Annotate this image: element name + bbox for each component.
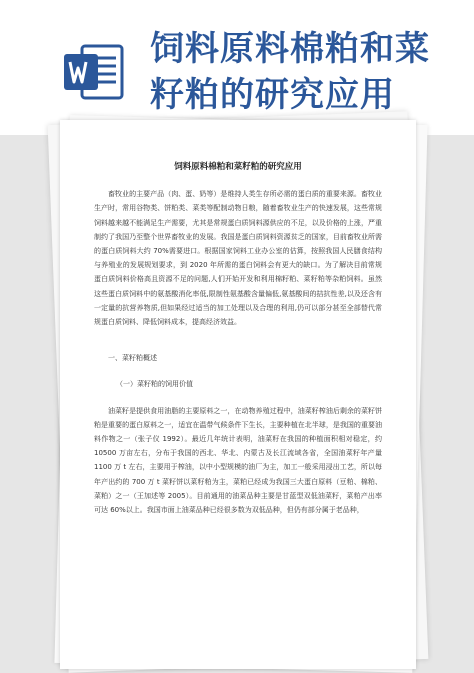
paragraph-intro: 畜牧业的主要产品（肉、蛋、奶等）是维持人类生存所必需的蛋白质的重要来源。畜牧业生产时，常用谷物类、饼粕类、菜类等配制动物日粮，随着畜牧业生产的快速发展，这些常规饲料越来越不能满足生产需要，尤其是常规蛋白质饲料源供应的不足，以及价格的上涨，严重制约了我国乃至整个世界畜牧业的发展。我国是蛋白质饲料资源贫乏的国家，目前畜牧业所需的蛋白质饲料大约 70%需要进口。根据国家饲料工业办公室的估算，按照我国人民膳食结构与养殖业的发展规划要求，到 2020 年所需的蛋白饲料会有更大的缺口。为了解决目前常规蛋白质饲料价格高且资源不足的问题,人们开始开发和利用棉籽粕、菜籽粕等杂粕饲料。虽然这些蛋白质饲料中的氨基酸消化率低,限制性氨基酸含量偏低,氨基酸间的拮抗性差,以及还含有一定量的抗营养物质,但如果经过适当的加工处理以及合理的利用,仍可以部分甚至全部替代常规蛋白质饲料、降低饲料成本，提高经济效益。 (94, 190, 382, 327)
paragraph-body: 油菜籽是提供食用油脂的主要原料之一，在动物养殖过程中，油菜籽榨油后剩余的菜籽饼粕是重要的蛋白原料之一，适宜在温带气候条件下生长，主要种植在北半球，是我国的重要油料作物之一（张子仪 1992）。最近几年统计表明，油菜籽在我国的种植面积相对稳定，约 10500 万亩左右，分布于我国的西北、华北、内蒙古及长江流域各省，全国油菜籽年产量 1100 万 t 左右，主要用于榨油，以中小型规模的油厂为主，加工一般采用浸出工艺，所以每年产出约的 700 万 t 菜籽饼以菜籽粕为主，菜粕已经成为我国三大蛋白原料（豆粕、棉粕、菜粕）之一（王加述等 2005）。目前通用的油菜品种主要是甘蓝型双低油菜籽，菜粕产出率可达 60%以上。我国市面上油菜品种已经很多数为双低品种，但仍有部分属于老品种， (94, 406, 382, 515)
document-page (60, 120, 416, 669)
page-title (150, 26, 470, 118)
title-line-1: 饲料原料棉粕和菜 (150, 29, 430, 69)
title-line-2: 籽粕的研究应用 (150, 75, 395, 115)
word-document-icon (62, 40, 126, 104)
section-heading: 一、菜籽粕概述 (108, 354, 157, 363)
document-title: 饲料原料棉粕和菜籽粕的研究应用 (174, 162, 302, 172)
subsection-heading: （一）菜籽粕的饲用价值 (116, 380, 193, 389)
